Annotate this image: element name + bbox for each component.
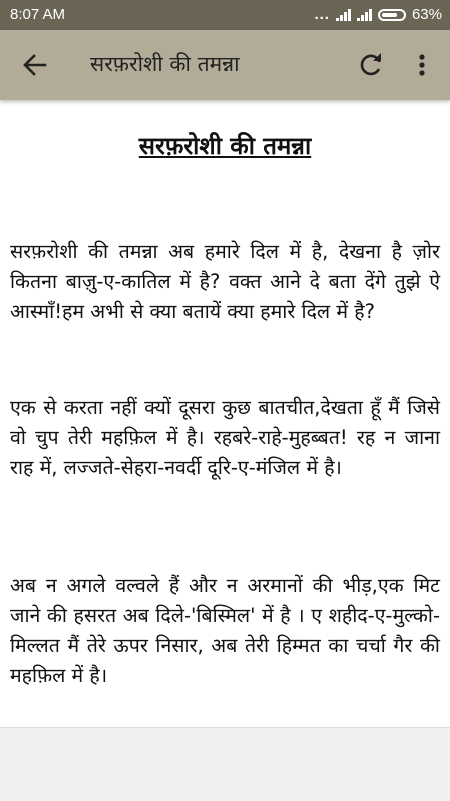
arrow-left-icon — [18, 49, 52, 81]
overflow-menu-button[interactable] — [412, 50, 432, 80]
status-time: 8:07 AM — [10, 6, 66, 23]
notification-dots: ... — [314, 6, 330, 23]
poem-content[interactable] — [0, 100, 450, 727]
poem-heading: सरफ़रोशी की तमन्ना — [138, 132, 312, 160]
status-bar — [0, 0, 450, 30]
more-vert-icon — [412, 50, 432, 80]
signal-icon — [336, 9, 351, 21]
poem-paragraph-2: एक से करता नहीं क्यों दूसरा कुछ बातचीत,देखता हूँ मैं जिसे वो चुप तेरी महफ़िल में है। रहबरे-राहे-मुहब्बत! रह न जाना राह में, लज्जते-सेहरा-नवर्दी दूरि-ए-मंजिल में है। — [10, 396, 440, 479]
battery-icon — [378, 9, 406, 21]
poem-paragraph-1: सरफ़रोशी की तमन्ना अब हमारे दिल में है, देखना है ज़ोर कितना बाज़ु-ए-कातिल में है? वक्त आने दे बता देंगे तुझे ऐ आस्माँ!हम अभी से क्या बतायें क्या हमारे दिल में है? — [10, 240, 440, 323]
refresh-icon — [356, 50, 386, 80]
app-bar — [0, 30, 450, 100]
app-title: सरफ़रोशी की तमन्ना — [90, 52, 240, 76]
signal-icon-2 — [357, 9, 372, 21]
back-button[interactable] — [18, 49, 52, 81]
status-indicators — [314, 6, 442, 23]
poem-paragraph-3: अब न अगले वल्वले हैं और न अरमानों की भीड़,एक मिट जाने की हसरत अब दिले-'बिस्मिल' में है । ए शहीद-ए-मुल्को-मिल्लत मैं तेरे ऊपर निसार, अब तेरी हिम्मत का चर्चा गैर की महफ़िल में है। — [10, 574, 440, 687]
refresh-button[interactable] — [356, 50, 386, 80]
battery-percent: 63% — [411, 6, 442, 23]
bottom-area — [0, 727, 450, 801]
